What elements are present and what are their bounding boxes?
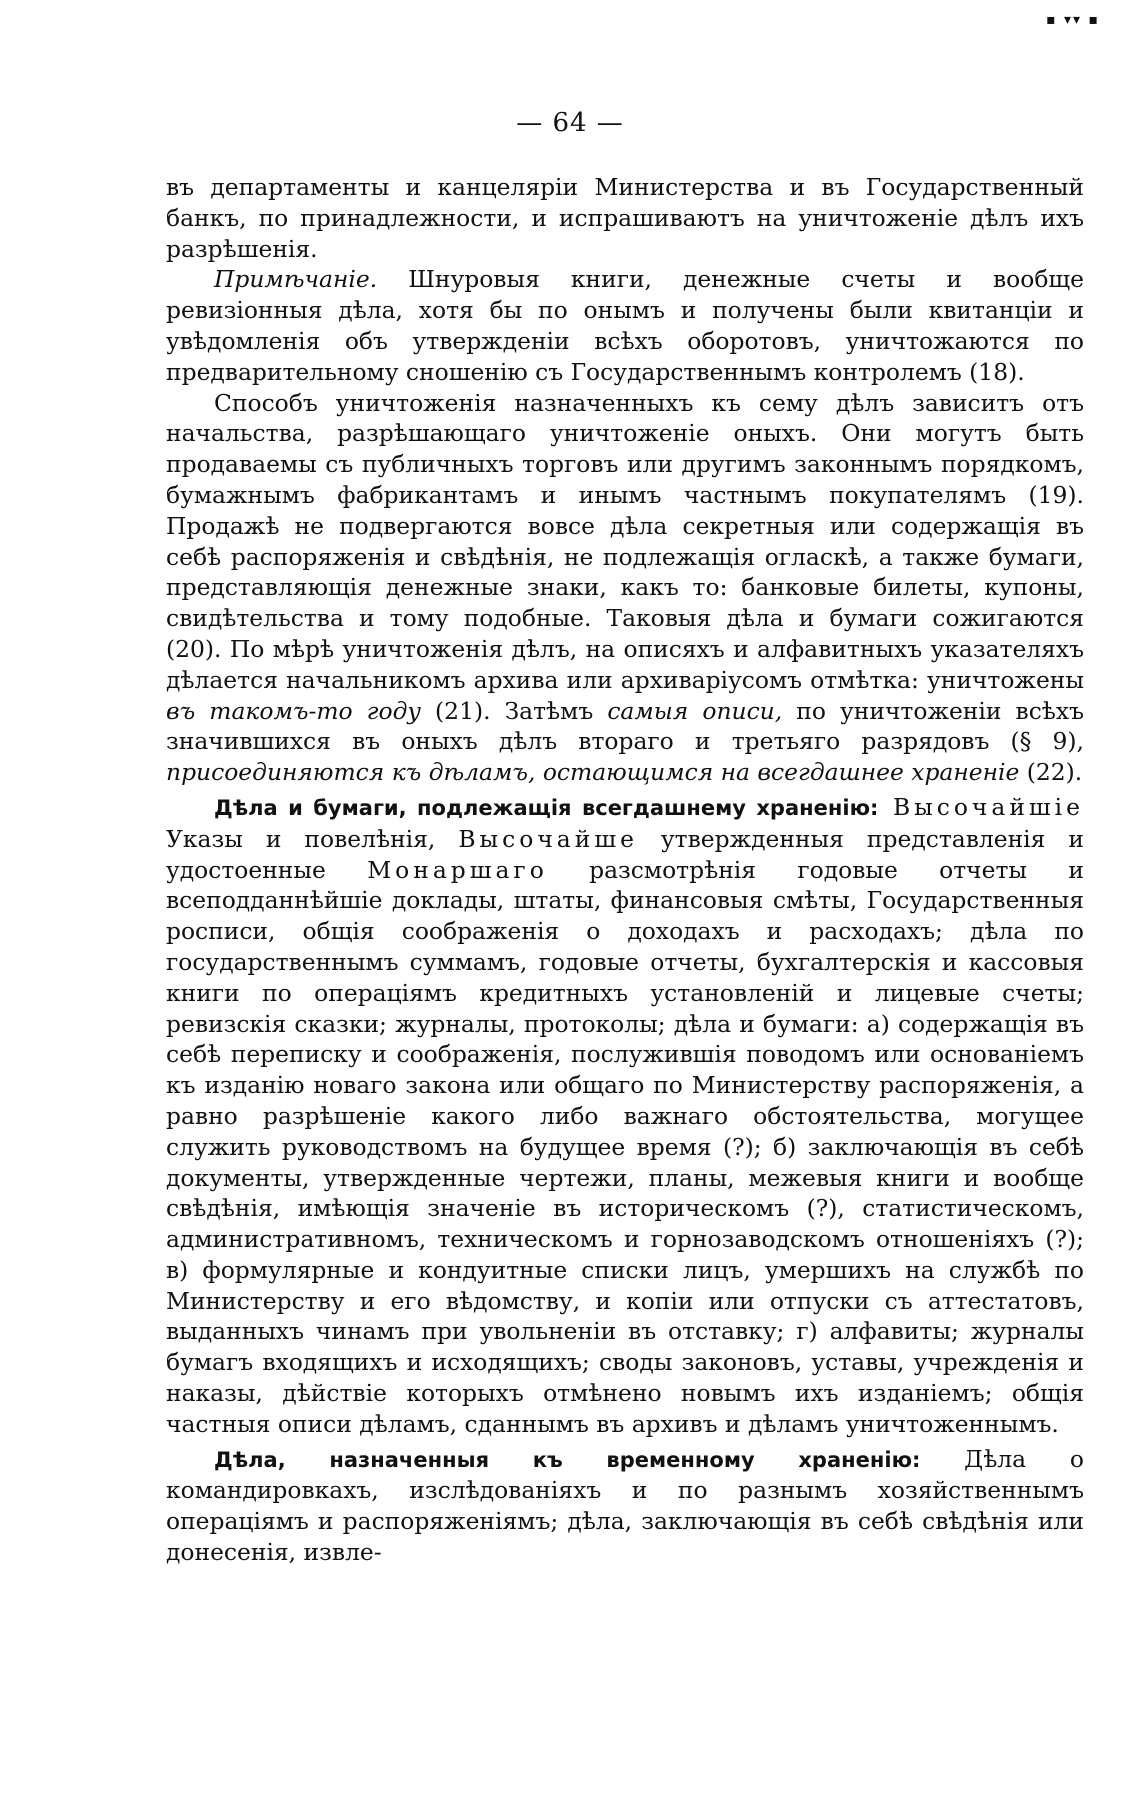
spaced-word: Высочайшіе xyxy=(878,792,1084,821)
section-heading-temporary: Дѣла, назначенныя къ временному храненію: xyxy=(214,1447,921,1472)
section-heading-permanent: Дѣла и бумаги, подлежащія всегдашнему храненію: xyxy=(214,795,879,820)
note-text: Шнуровыя книги, денежные счеты и вообще ревизіонныя дѣла, хотя бы по онымъ и получены были квитанціи и увѣдомленія объ утвержденіи всѣхъ оборотовъ, уничтожаются по предварительному сношенію съ Государственнымъ контролемъ (18). xyxy=(166,265,1084,386)
corner-print-mark: ▪ ▾▾ ▪ xyxy=(1046,12,1100,28)
paragraph-text: разсмотрѣнія годовые отчеты и всеподданнѣйшіе доклады, штаты, финансовыя смѣты, Государственныя росписи, общія соображенія о доходахъ и расходахъ; дѣла по государственнымъ суммамъ, годовые отчеты, бухгалтерскія и кассовыя книги по операціямъ кредитныхъ установленій и лицевые счеты; ревизскія сказки; журналы, протоколы; дѣла и бумаги: а) содержащія въ себѣ переписку и соображенія, послужившія поводомъ или основаніемъ къ изданію новаго закона или общаго по Министерству распоряженія, а равно разрѣшеніе какого либо важнаго обстоятельства, могущее служить руководствомъ на будущее время (?); б) заключающія въ себѣ документы, утвержденные чертежи, планы, межевыя книги и вообще свѣдѣнія, имѣющія значеніе въ историческомъ (?), статистическомъ, административномъ, техническомъ и горнозаводскомъ отношеніяхъ (?); в) формулярные и кондуитные списки лицъ, умершихъ на службѣ по Министерству и его вѣдомству, и копіи или отпуски съ аттестатовъ, выданныхъ чинамъ при увольненіи въ отставку; г) алфавиты; журналы бумагъ входящихъ и исходящихъ; своды законовъ, уставы, учрежденія и наказы, дѣйствіе которыхъ отмѣнено новымъ ихъ изданіемъ; общія частныя описи дѣламъ, сданнымъ въ архивъ и дѣламъ уничтоженнымъ. xyxy=(166,855,1084,1438)
paragraph-text: (21). Затѣмъ xyxy=(420,696,608,725)
paragraph-text: Способъ уничтоженія назначенныхъ къ сему дѣлъ зависитъ отъ начальства, разрѣшающаго уничтоженіе оныхъ. Они могутъ быть продаваемы съ публичныхъ торговъ или другимъ законнымъ порядкомъ, бумажнымъ фабрикантамъ и инымъ частнымъ покупателямъ (19). Продажѣ не подвергаются вовсе дѣла секретныя или содержащія въ себѣ распоряженія и свѣдѣнія, не подлежащія огласкѣ, а также бумаги, представляющія денежные знаки, какъ то: банковые билеты, купоны, свидѣтельства и тому подобные. Таковыя дѣла и бумаги сожигаются (20). По мѣрѣ уничтоженія дѣлъ, на описяхъ и алфавитныхъ указателяхъ дѣлается начальникомъ архива или архиваріусомъ отмѣтка: уничтожены xyxy=(166,388,1084,694)
destruction-paragraph xyxy=(166,388,1084,788)
italic-phrase: самыя описи, xyxy=(607,696,783,725)
italic-phrase: присоединяются къ дѣламъ, остающимся на всегдашнее храненіе xyxy=(166,758,1020,787)
paragraph-continuation xyxy=(166,172,1084,264)
body-text xyxy=(166,172,1084,1568)
note-label: Примѣчаніе. xyxy=(214,265,378,294)
spaced-word: Монаршаго xyxy=(367,855,548,884)
paragraph-text: въ департаменты и канцеляріи Министерства и въ Государственный банкъ, по принадлежности, и испрашиваютъ на уничтоженіе дѣлъ ихъ разрѣшенія. xyxy=(166,173,1084,263)
spaced-word: Высочайше xyxy=(458,824,638,853)
note-paragraph xyxy=(166,264,1084,387)
italic-phrase: въ такомъ-то году xyxy=(166,696,421,725)
paragraph-text: утвержденныя представленія и удостоенные xyxy=(166,824,1084,884)
paragraph-text: Дѣла о командировкахъ, изслѣдованіяхъ и по разнымъ хозяйственнымъ операціямъ и распоряженіямъ; дѣла, заключающія въ себѣ свѣдѣнія или донесенія, извле- xyxy=(166,1444,1084,1567)
temporary-storage-paragraph xyxy=(166,1444,1084,1568)
paragraph-text: по уничтоженіи всѣхъ значившихся въ оныхъ дѣлъ втораго и третьяго разрядовъ (§ 9), xyxy=(166,696,1084,756)
page-number: — 64 — xyxy=(516,108,624,138)
paragraph-text: (22). xyxy=(1019,758,1083,787)
paragraph-text: Указы и повелѣнія, xyxy=(166,824,459,853)
permanent-storage-paragraph xyxy=(166,792,1084,1440)
